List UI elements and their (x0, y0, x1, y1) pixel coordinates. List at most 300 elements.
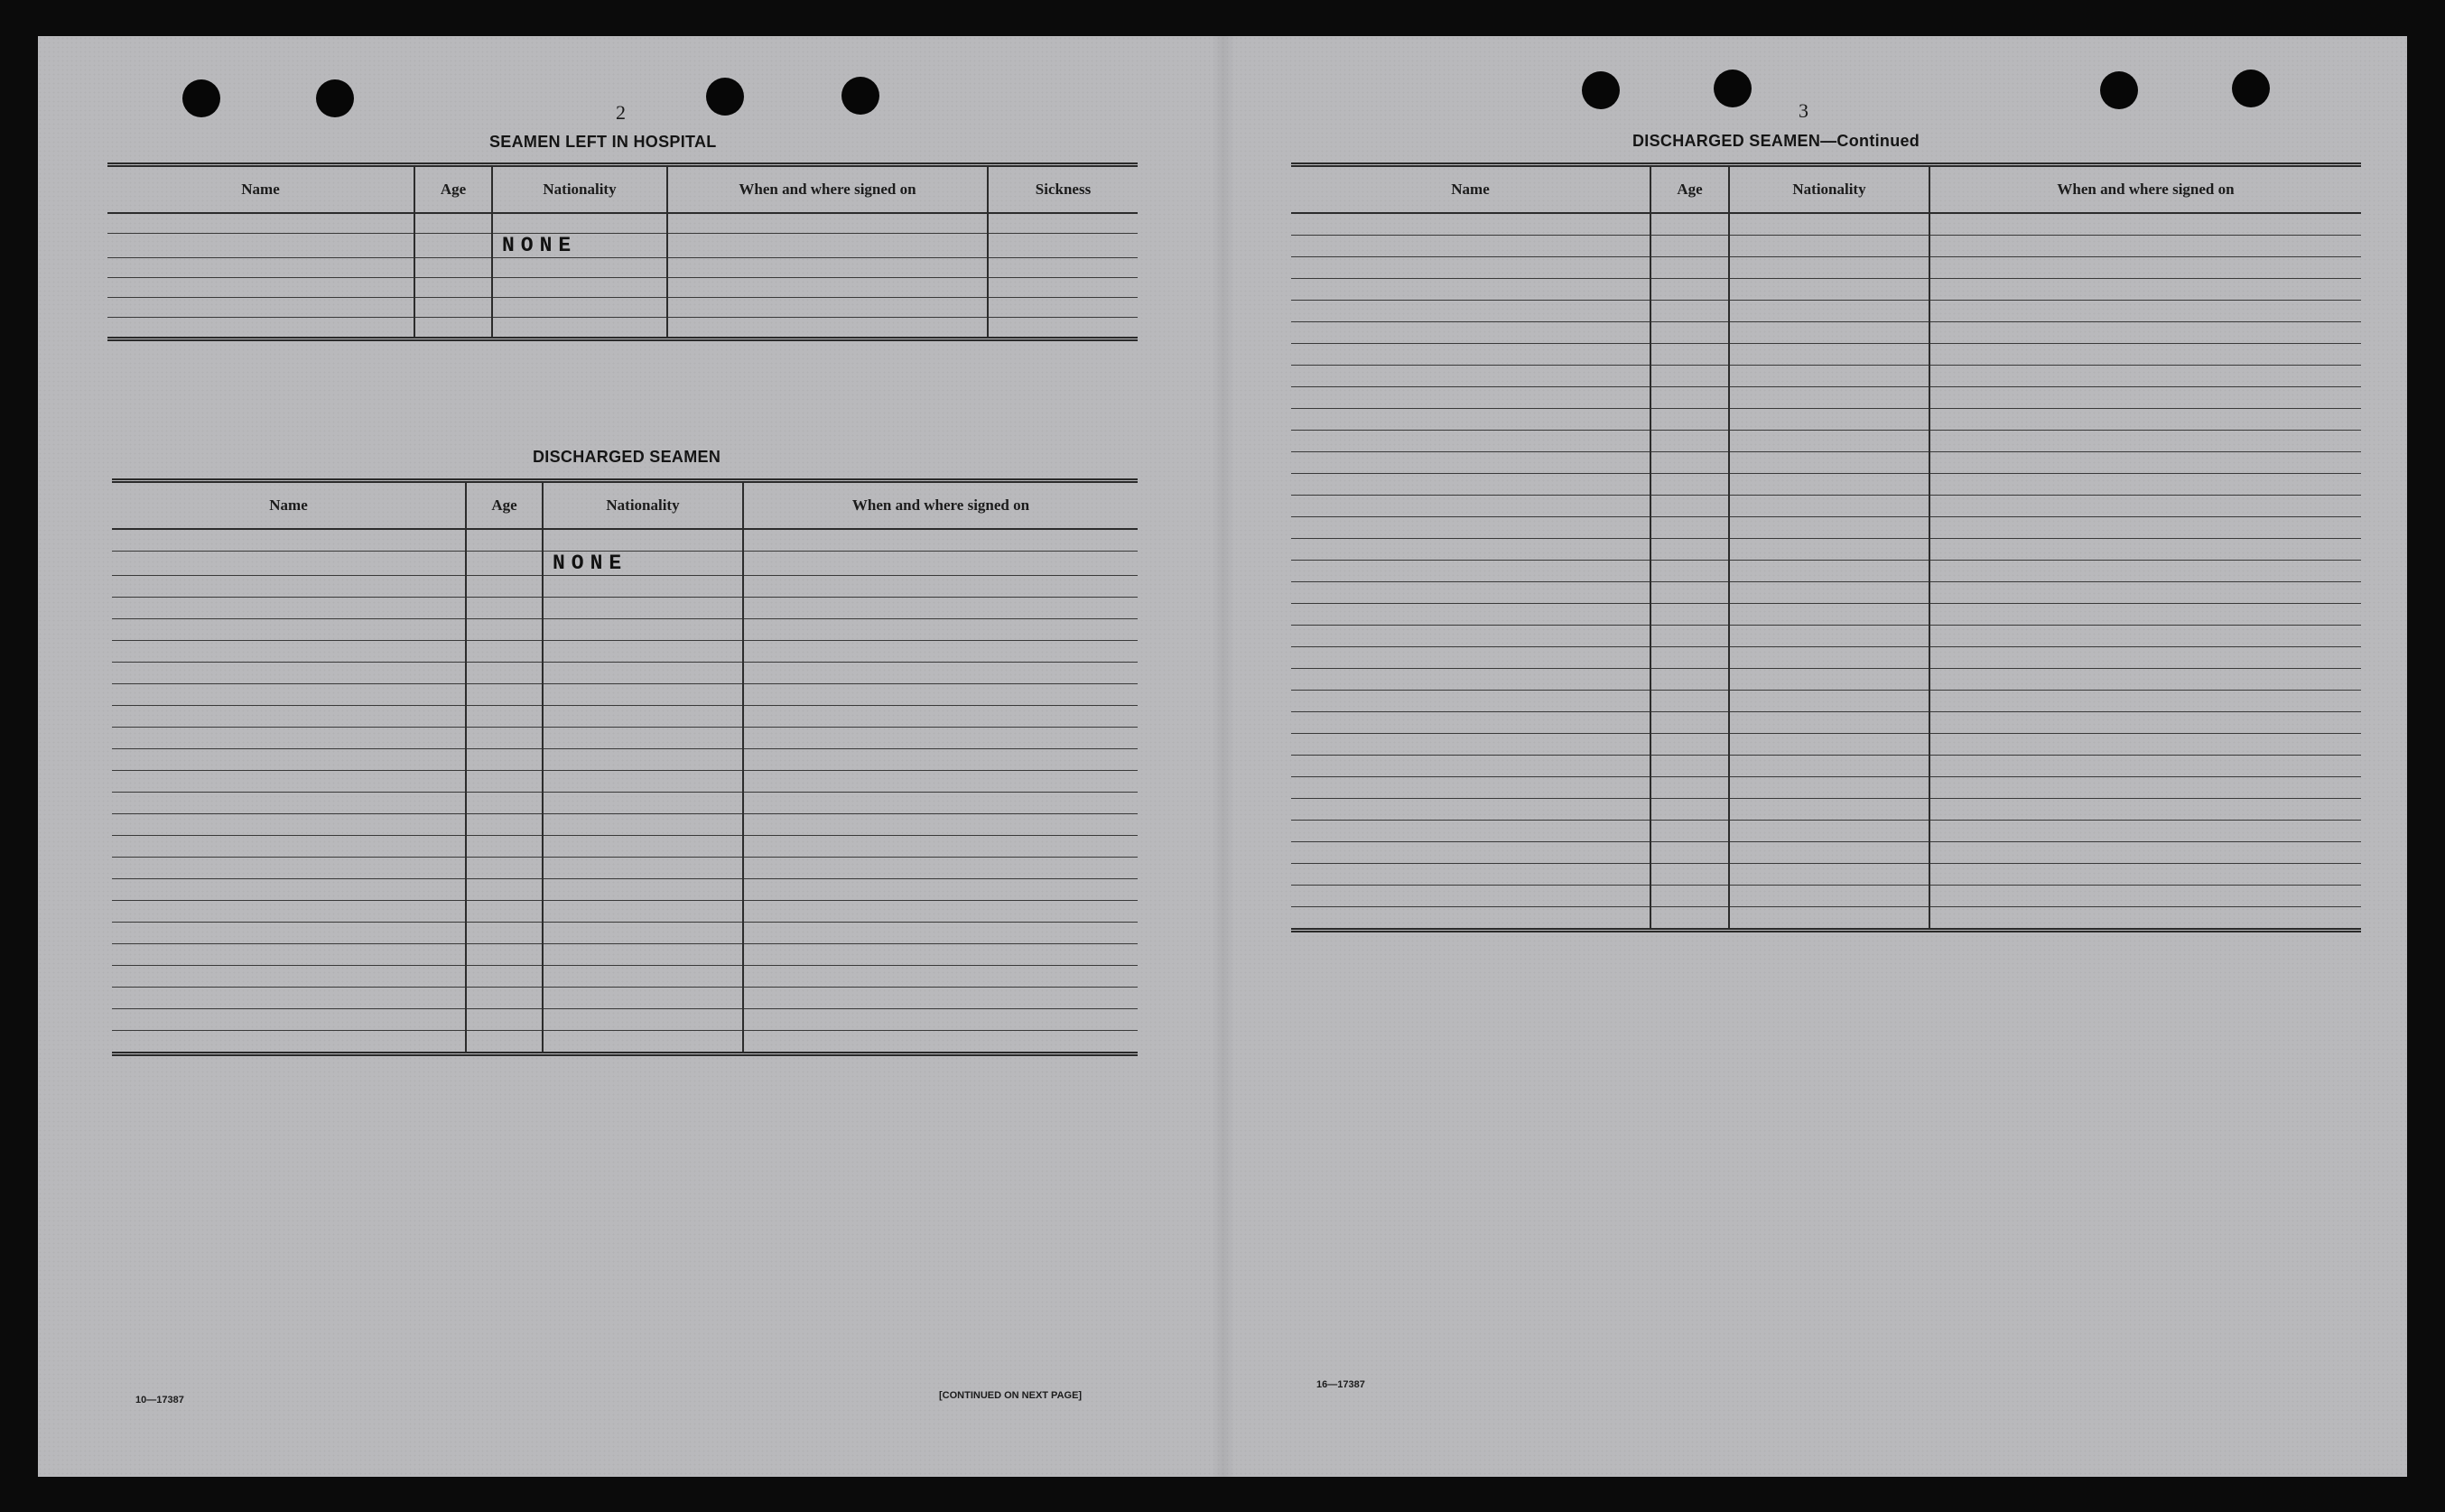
table-cell (543, 988, 743, 1009)
table-cell (1929, 799, 2361, 821)
table-cell (1650, 691, 1729, 712)
table-cell (107, 213, 414, 234)
table-cell (1929, 582, 2361, 604)
table-row (1291, 907, 2361, 931)
table-cell (466, 684, 543, 706)
table-cell (112, 641, 466, 663)
table-cell (743, 641, 1138, 663)
table-cell (1650, 539, 1729, 561)
table-cell (1650, 561, 1729, 582)
table-cell (1729, 821, 1929, 842)
table-row (112, 1031, 1138, 1054)
table-cell (112, 598, 466, 619)
table-cell (466, 858, 543, 879)
table-cell (1929, 756, 2361, 777)
table-cell (466, 529, 543, 552)
column-header-nationality: Nationality (492, 165, 667, 214)
table-cell (1929, 236, 2361, 257)
table-header-row (112, 481, 1138, 530)
table-row (1291, 387, 2361, 409)
table-row (1291, 864, 2361, 886)
table-cell (1929, 496, 2361, 517)
typed-entry: NONE (502, 234, 578, 257)
table-cell (1650, 756, 1729, 777)
table-row (112, 749, 1138, 771)
table-cell (466, 879, 543, 901)
table-cell (1729, 496, 1929, 517)
table-row (1291, 886, 2361, 907)
table-cell (107, 278, 414, 298)
table-row (1291, 756, 2361, 777)
table-cell (1729, 452, 1929, 474)
table-cell (1929, 366, 2361, 387)
table-row (112, 641, 1138, 663)
table-cell (1291, 344, 1650, 366)
table-cell (1291, 582, 1650, 604)
table-cell (112, 771, 466, 793)
table-row (112, 529, 1138, 552)
table-row (112, 966, 1138, 988)
table-cell (112, 923, 466, 944)
table-cell (1729, 626, 1929, 647)
table-row (112, 576, 1138, 598)
table-cell (1650, 669, 1729, 691)
typed-entry: NONE (553, 552, 628, 575)
table-cell (743, 663, 1138, 684)
table-cell (1650, 322, 1729, 344)
table-cell (1650, 213, 1729, 236)
table-cell (667, 298, 988, 318)
table-cell (988, 258, 1138, 278)
hospital-table (107, 162, 1138, 341)
table-cell (1929, 474, 2361, 496)
table-cell (1729, 669, 1929, 691)
table-cell (1929, 886, 2361, 907)
table-cell (743, 619, 1138, 641)
table-cell (112, 749, 466, 771)
table-row (1291, 366, 2361, 387)
table-row (112, 793, 1138, 814)
table-cell (1729, 712, 1929, 734)
table-cell (1929, 344, 2361, 366)
table-cell (543, 944, 743, 966)
table-cell (107, 318, 414, 339)
table-cell (543, 728, 743, 749)
continued-note: [CONTINUED ON NEXT PAGE] (939, 1390, 1083, 1401)
table-cell (1291, 821, 1650, 842)
table-cell (543, 901, 743, 923)
table-cell (112, 684, 466, 706)
table-cell (112, 793, 466, 814)
table-cell (414, 213, 492, 234)
table-cell (743, 706, 1138, 728)
table-cell (743, 552, 1138, 576)
table-row (1291, 647, 2361, 669)
table-cell (1729, 257, 1929, 279)
table-row (1291, 604, 2361, 626)
table-cell (1729, 647, 1929, 669)
table-cell (543, 814, 743, 836)
table-row (1291, 626, 2361, 647)
table-row (112, 858, 1138, 879)
table-cell (543, 771, 743, 793)
table-cell (1291, 431, 1650, 452)
table-row (107, 298, 1138, 318)
table-cell (743, 966, 1138, 988)
table-cell (1729, 842, 1929, 864)
table-cell (1650, 517, 1729, 539)
table-cell (1291, 734, 1650, 756)
table-cell (466, 619, 543, 641)
table-cell (112, 1031, 466, 1054)
table-cell (1650, 647, 1729, 669)
discharged-table (112, 478, 1138, 1056)
table-cell (1650, 301, 1729, 322)
table-cell (1929, 864, 2361, 886)
table-cell (1291, 452, 1650, 474)
table-cell (414, 318, 492, 339)
table-cell (1291, 842, 1650, 864)
table-cell (1729, 756, 1929, 777)
table-row (1291, 582, 2361, 604)
table-cell (1650, 842, 1729, 864)
table-row (112, 879, 1138, 901)
table-cell (1291, 604, 1650, 626)
column-header-age: Age (414, 165, 492, 214)
table-cell (1291, 279, 1650, 301)
table-cell (112, 966, 466, 988)
table-cell (1650, 582, 1729, 604)
table-cell (1929, 842, 2361, 864)
table-cell (667, 213, 988, 234)
table-row (1291, 734, 2361, 756)
table-header-row (1291, 165, 2361, 214)
table-row (1291, 561, 2361, 582)
table-cell (543, 529, 743, 552)
table-cell (1729, 539, 1929, 561)
paper-sheet (38, 36, 2407, 1477)
table-cell (1650, 777, 1729, 799)
table-row (1291, 257, 2361, 279)
column-header-signed-on: When and where signed on (743, 481, 1138, 530)
table-row (1291, 777, 2361, 799)
table-cell (1929, 452, 2361, 474)
table-cell (1291, 236, 1650, 257)
table-cell (466, 988, 543, 1009)
column-header-nationality: Nationality (1729, 165, 1929, 214)
discharged-continued-table-body (1291, 213, 2361, 931)
discharged-section-title: DISCHARGED SEAMEN (533, 448, 721, 466)
column-header-nationality: Nationality (543, 481, 743, 530)
table-cell (667, 258, 988, 278)
table-row (112, 771, 1138, 793)
table-cell (492, 298, 667, 318)
table-cell (112, 552, 466, 576)
table-cell (1929, 691, 2361, 712)
table-row (112, 814, 1138, 836)
table-cell (1291, 366, 1650, 387)
table-row (107, 258, 1138, 278)
table-cell (543, 1031, 743, 1054)
table-row (112, 836, 1138, 858)
table-row (1291, 821, 2361, 842)
table-cell (466, 728, 543, 749)
discharged-continued-table (1291, 162, 2361, 932)
table-cell (1291, 691, 1650, 712)
table-cell (543, 641, 743, 663)
table-cell (743, 836, 1138, 858)
table-row (1291, 279, 2361, 301)
table-cell (543, 576, 743, 598)
table-cell (543, 663, 743, 684)
table-row (112, 706, 1138, 728)
table-cell (1929, 409, 2361, 431)
table-row (1291, 517, 2361, 539)
table-cell (743, 923, 1138, 944)
column-header-signed-on: When and where signed on (667, 165, 988, 214)
table-cell (466, 793, 543, 814)
table-row (1291, 842, 2361, 864)
table-row (107, 234, 1138, 258)
punch-hole (316, 79, 354, 117)
table-cell (743, 814, 1138, 836)
table-cell (466, 923, 543, 944)
table-cell (1650, 236, 1729, 257)
table-cell (1929, 517, 2361, 539)
table-cell (1291, 907, 1650, 931)
table-cell (466, 598, 543, 619)
table-cell (112, 944, 466, 966)
table-cell (1650, 474, 1729, 496)
table-cell (1729, 691, 1929, 712)
punch-hole (1714, 70, 1752, 107)
punch-hole (706, 78, 744, 116)
table-cell (1650, 907, 1729, 931)
table-cell (1650, 279, 1729, 301)
table-cell (1729, 322, 1929, 344)
table-cell (1650, 626, 1729, 647)
table-cell (1729, 517, 1929, 539)
column-header-age: Age (1650, 165, 1729, 214)
table-cell (743, 793, 1138, 814)
table-cell (743, 879, 1138, 901)
table-cell (1729, 344, 1929, 366)
table-cell (112, 836, 466, 858)
table-row (112, 619, 1138, 641)
table-cell (1729, 777, 1929, 799)
table-cell (1291, 669, 1650, 691)
table-cell (1650, 344, 1729, 366)
table-cell (414, 298, 492, 318)
table-row (1291, 712, 2361, 734)
table-cell (1650, 257, 1729, 279)
table-cell (1650, 864, 1729, 886)
table-row (1291, 213, 2361, 236)
table-row (1291, 539, 2361, 561)
table-row (1291, 431, 2361, 452)
table-cell (1929, 712, 2361, 734)
table-cell (743, 988, 1138, 1009)
table-cell (1291, 409, 1650, 431)
table-cell (1650, 366, 1729, 387)
table-row (112, 598, 1138, 619)
table-cell (492, 318, 667, 339)
table-row (1291, 344, 2361, 366)
table-cell (543, 619, 743, 641)
table-cell (1929, 604, 2361, 626)
table-cell (1650, 821, 1729, 842)
table-cell (1650, 734, 1729, 756)
table-cell (543, 684, 743, 706)
table-row (112, 1009, 1138, 1031)
table-cell (1291, 213, 1650, 236)
table-cell (743, 901, 1138, 923)
table-cell (1729, 387, 1929, 409)
table-cell (1929, 734, 2361, 756)
table-cell (988, 213, 1138, 234)
table-cell (1291, 539, 1650, 561)
table-cell (1929, 907, 2361, 931)
table-cell (112, 901, 466, 923)
table-row (1291, 799, 2361, 821)
table-cell (1729, 213, 1929, 236)
table-row (1291, 474, 2361, 496)
punch-hole (182, 79, 220, 117)
table-row (107, 278, 1138, 298)
table-cell (466, 663, 543, 684)
table-row (1291, 452, 2361, 474)
table-row (107, 213, 1138, 234)
table-cell (988, 234, 1138, 258)
table-cell (1729, 279, 1929, 301)
table-cell (543, 793, 743, 814)
table-cell (1729, 409, 1929, 431)
table-cell (1291, 387, 1650, 409)
table-row (112, 663, 1138, 684)
discharged-table-body (112, 529, 1138, 1054)
column-header-name: Name (1291, 165, 1650, 214)
title-continued: —Continued (1820, 132, 1920, 150)
column-header-signed-on: When and where signed on (1929, 165, 2361, 214)
table-row (112, 728, 1138, 749)
table-cell (1729, 582, 1929, 604)
table-cell (1650, 886, 1729, 907)
punch-hole (2100, 71, 2138, 109)
table-cell (107, 258, 414, 278)
column-header-name: Name (107, 165, 414, 214)
table-cell (1929, 431, 2361, 452)
table-cell (1291, 301, 1650, 322)
table-cell (1291, 756, 1650, 777)
table-cell (1729, 734, 1929, 756)
punch-hole (841, 77, 879, 115)
table-cell (112, 988, 466, 1009)
punch-hole (1582, 71, 1620, 109)
table-cell (466, 966, 543, 988)
table-cell (543, 552, 743, 576)
table-cell (1650, 799, 1729, 821)
table-cell (1729, 474, 1929, 496)
table-cell (414, 234, 492, 258)
table-cell (743, 728, 1138, 749)
table-cell (667, 278, 988, 298)
table-row (107, 318, 1138, 339)
table-cell (1729, 886, 1929, 907)
table-cell (743, 1031, 1138, 1054)
table-cell (543, 923, 743, 944)
table-cell (1291, 496, 1650, 517)
table-header-row (107, 165, 1138, 214)
table-cell (1291, 474, 1650, 496)
table-cell (1929, 626, 2361, 647)
table-cell (1291, 517, 1650, 539)
table-cell (543, 598, 743, 619)
table-cell (543, 858, 743, 879)
table-cell (1291, 799, 1650, 821)
table-cell (743, 771, 1138, 793)
table-cell (1729, 301, 1929, 322)
table-cell (466, 1009, 543, 1031)
table-cell (543, 966, 743, 988)
table-cell (1650, 604, 1729, 626)
table-cell (466, 771, 543, 793)
table-cell (743, 684, 1138, 706)
table-cell (1729, 431, 1929, 452)
table-cell (466, 552, 543, 576)
table-cell (112, 706, 466, 728)
hospital-section-title: SEAMEN LEFT IN HOSPITAL (489, 133, 717, 151)
table-row (112, 684, 1138, 706)
table-cell (112, 576, 466, 598)
table-cell (1929, 279, 2361, 301)
table-cell (1650, 712, 1729, 734)
table-cell (466, 576, 543, 598)
table-cell (543, 1009, 743, 1031)
table-cell (543, 749, 743, 771)
punch-hole (2232, 70, 2270, 107)
column-header-sickness: Sickness (988, 165, 1138, 214)
table-row (1291, 236, 2361, 257)
table-cell (466, 641, 543, 663)
table-cell (1929, 669, 2361, 691)
table-cell (112, 619, 466, 641)
table-cell (667, 318, 988, 339)
table-row (112, 944, 1138, 966)
table-cell (112, 858, 466, 879)
table-cell (1929, 322, 2361, 344)
table-cell (112, 814, 466, 836)
page-number-left: 2 (616, 101, 626, 124)
table-cell (743, 944, 1138, 966)
table-row (1291, 691, 2361, 712)
table-row (1291, 301, 2361, 322)
table-cell (1729, 561, 1929, 582)
table-row (1291, 409, 2361, 431)
table-cell (743, 858, 1138, 879)
table-cell (414, 258, 492, 278)
table-cell (1729, 864, 1929, 886)
table-cell (1291, 322, 1650, 344)
table-cell (1729, 799, 1929, 821)
table-cell (1729, 366, 1929, 387)
table-cell (1291, 864, 1650, 886)
table-cell (1929, 539, 2361, 561)
table-cell (1650, 409, 1729, 431)
table-cell (743, 749, 1138, 771)
table-row (1291, 322, 2361, 344)
table-cell (1729, 907, 1929, 931)
table-cell (112, 663, 466, 684)
